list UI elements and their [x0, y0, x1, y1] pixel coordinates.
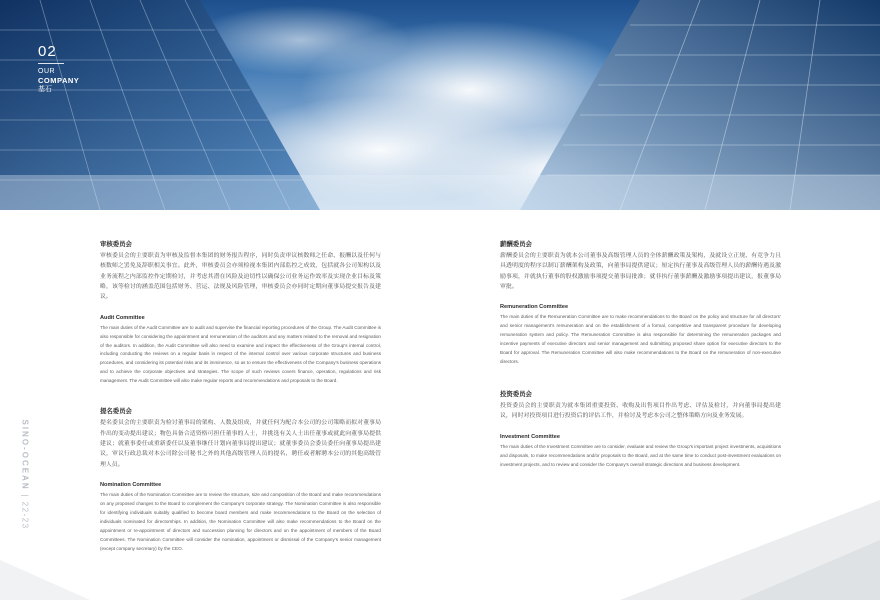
nomination-committee-section: [100, 407, 381, 553]
brand-name: SINO-OCEAN: [20, 419, 30, 491]
investment-committee-section: [500, 390, 781, 469]
section-number: 02: [38, 43, 57, 60]
remuneration-committee-cn-title: 薪酬委员会: [500, 240, 532, 248]
audit-committee-cn-title: 审核委员会: [100, 240, 132, 248]
nomination-committee-cn-title: 提名委员会: [100, 407, 132, 416]
remuneration-committee-en-title: Remuneration Committee: [500, 304, 569, 311]
audit-committee-cn-body: 审核委员会的主要职责为审核及监督本集团的财务报告程序，同时负责审议核数师之任命、报酬以及任何与核数师之罢免及辞职相关事宜。此外，审核委员会亦须检视本集团内部监控之成效，包括就各公司架构以及业务流程之内部监控作定期检讨，并考虑其潜在风险及迫切性以确保公司业务运作效率及实现企业目标及策略，该等检讨的涵盖范围包括财务、营运、法规及风险管理，审核委员会亦同时定期向董事局提交报告及建议。: [100, 252, 381, 301]
audit-committee-section: [100, 240, 381, 386]
remuneration-committee-cn-body: 薪酬委员会的主要职责为就本公司董事及高级管理人员的全体薪酬政策及架构，及就设立正规、有竞争力且具透明度的程序以制订薪酬架构及政策，向董事局提供建议；厘定执行董事及高级管理人员的薪酬待遇及激励事项，并就执行董事的股权激励事项提交董事局批准；就非执行董事薪酬及激励事项提出建议，报董事局审批。: [500, 252, 781, 290]
section-label-cn: 基石: [38, 86, 52, 94]
investment-committee-en-title: Investment Committee: [500, 433, 560, 440]
audit-committee-en-body: The main duties of the Audit Committee are to audit and supervise the financial reporting procedures of the Group. The Audit Committee is also responsible for considering the appointment and remuneration of the auditors and any matters related to the removal and resignation of the auditors. In addition, the Audit Committee will also need to examine and inspect the effectiveness of the Group's internal control, including conducting the reviews on a regular basis in respect of the internal control over various corporate structures and business procedures, and considering its potential risks and its imminence, so as to ensure the effectiveness of the Company's business operations and to achieve the corporate objectives and strategies. The scope of such reviews covers finance, operation, regulations and risk management. The Audit Committee will also make regular reports and recommendations and proposals to the Board.: [100, 324, 381, 384]
nomination-committee-cn-body: 提名委员会的主要职责为检讨董事局的架构、人数及组成，并就任何为配合本公司的公司策略而拟对董事局作出的变动提出建议；物色具备合适资格可担任董事的人士，并挑选有关人士出任董事或就此向董事局提供建议；就董事委任或重新委任以及董事继任计划向董事局提出建议；就董事委员会委员委任向董事局提出建议，审议行政总裁对本公司除公司秘书之外的其他高级管理人员的提名，聘任或者解聘本公司的其他高级管理人员。: [100, 420, 381, 468]
investment-committee-en-body: The main duties of the Investment Committee are to consider, evaluate and review the Group's important project investments, acquisitions and disposals, to make recommendations and/or proposals to the Board, and at the same time to conduct post-investment evaluations on investment projects, and to review and consider the Company's overall strategic directions and business development.: [500, 443, 781, 467]
left-column: [100, 240, 381, 554]
investment-committee-cn-title: 投资委员会: [500, 390, 532, 398]
nomination-committee-en-body: The main duties of the Nomination Committee are to review the structure, size and composition of the Board and make recommendations on any proposed changes to the Board to complement the Company’s corporate strategy. The Nomination Committee is also responsible for identifying individuals suitably qualified to become board members and make recommendations to the Board on the selection of individuals nominated for directorships. In addition, the Nomination Committee will also make recommendations to the Board on the appointment or re-appointment of directors and succession planning for directors and on the appointment of members of the Board Committees. The Nomination Committee will consider the nomination, appointment or dismissal of the Company’s senior management (except company secretary) by the CEO.: [100, 491, 381, 551]
audit-committee-en-title: Audit Committee: [100, 314, 145, 321]
nomination-committee-en-title: Nomination Committee: [100, 481, 162, 488]
remuneration-committee-en-body: The main duties of the Remuneration Committee are to make recommendations to the Board on the policy and structure for all directors’ and senior management’s remuneration and on the establishment of a formal, competitive and transparent procedure for developing remuneration system and policy. The Remuneration Committee is also responsible for determining the remuneration packages and incentive payments of executive directors and senior management and submitting proposed share option for executive directors to the Board for approval. The Remuneration Committee will also make recommendations to the Board on the remuneration of non-executive directors.: [500, 314, 781, 365]
page-numbers: 22-23: [20, 501, 30, 530]
section-label-line1: OUR: [38, 68, 56, 75]
brand-separator: |: [20, 494, 30, 502]
section-label-line2: COMPANY: [38, 76, 80, 86]
side-brand: [21, 420, 30, 540]
investment-committee-cn-body: 投资委员会的主要职责为就本集团重要投资、收购及出售项目作出考虑、评估及检讨，并向董事局提出建议，同时对投资项目进行投资后的评估工作，并检讨及考虑本公司之整体策略方向及业务发展。: [500, 402, 781, 420]
bottom-left-wedge: [0, 560, 90, 600]
right-column: [500, 240, 781, 469]
remuneration-committee-section: [500, 240, 781, 367]
